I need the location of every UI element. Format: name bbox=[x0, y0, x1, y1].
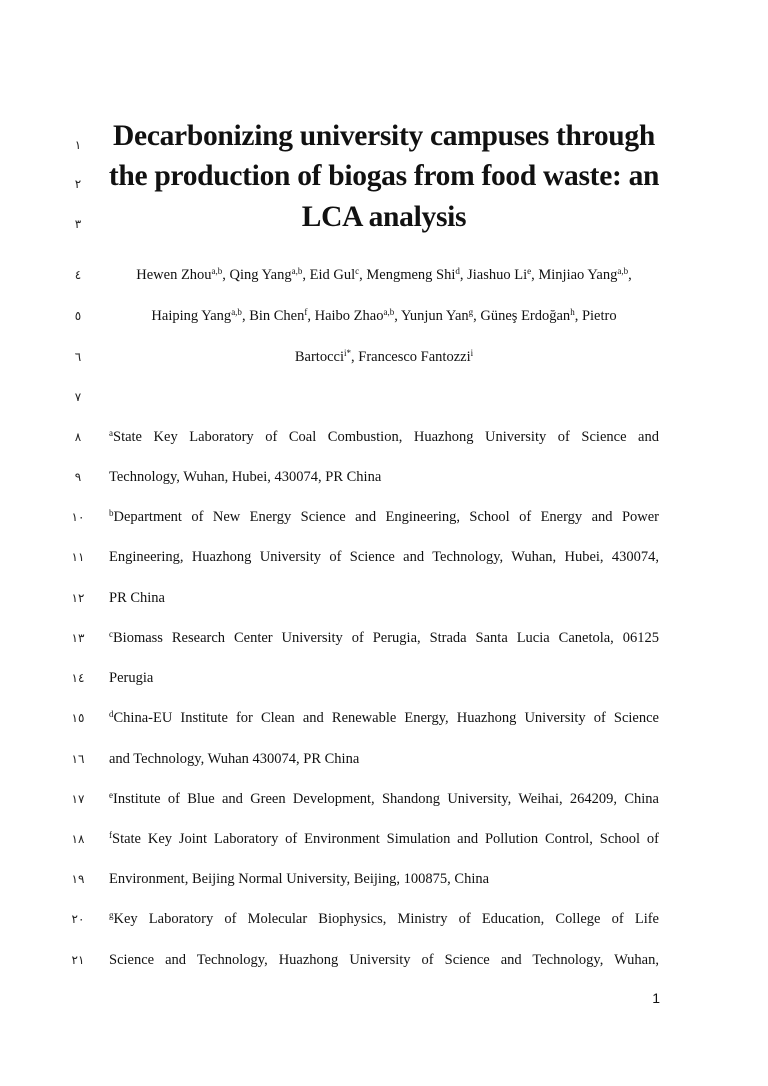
author-affiliation: a,b bbox=[231, 307, 242, 317]
separator: , bbox=[351, 349, 359, 365]
line-number: ٥ bbox=[74, 309, 82, 323]
separator: , bbox=[359, 267, 367, 283]
affiliation-text: China-EU Institute for Clean and Renewable Energy, Huazhong University of Science bbox=[113, 710, 659, 726]
separator: , bbox=[473, 308, 481, 324]
line-number: ٧ bbox=[74, 390, 82, 404]
affiliation-f bbox=[109, 831, 659, 848]
affiliation-d-cont: and Technology, Wuhan 430074, PR China bbox=[109, 751, 360, 767]
affiliation-g bbox=[109, 911, 659, 928]
line-number: ٩ bbox=[74, 470, 82, 484]
affiliation-g-cont: Science and Technology, Huazhong University of Science and Technology, Wuhan, bbox=[109, 952, 659, 968]
separator: , bbox=[307, 308, 315, 324]
author-name: Hewen Zhou bbox=[136, 267, 212, 283]
affiliation-d bbox=[109, 710, 659, 727]
author-affiliation: a,b bbox=[291, 266, 303, 276]
author-affiliation: a,b bbox=[211, 266, 223, 276]
line-number: ٢١ bbox=[71, 953, 85, 967]
line-number: ٢ bbox=[74, 177, 82, 191]
paper-title-line-2: the production of biogas from food waste: an bbox=[108, 160, 660, 192]
author-name: Pietro bbox=[581, 308, 617, 324]
affiliation-f-cont: Environment, Beijing Normal University, Beijing, 100875, China bbox=[109, 871, 490, 887]
line-number: ١٠ bbox=[71, 510, 85, 524]
author-name: Bin Chen bbox=[249, 308, 305, 324]
affiliation-marker: c bbox=[109, 629, 113, 639]
affiliation-marker: d bbox=[109, 709, 114, 719]
author-line-2 bbox=[100, 308, 668, 325]
line-number: ١٥ bbox=[71, 711, 85, 725]
paper-title-line-3: LCA analysis bbox=[301, 201, 467, 233]
affiliation-text: Institute of Blue and Green Development, Shandong University, Weihai, 264209, China bbox=[113, 791, 659, 807]
affiliation-text: Biomass Research Center University of Perugia, Strada Santa Lucia Canetola, 06125 bbox=[113, 630, 659, 646]
separator: , bbox=[628, 267, 632, 283]
line-number: ١٧ bbox=[71, 792, 85, 806]
separator: , bbox=[459, 267, 468, 283]
author-name: Güneş Erdoğan bbox=[480, 308, 571, 324]
separator: , bbox=[222, 267, 230, 283]
line-number: ١١ bbox=[71, 550, 85, 564]
author-affiliation: g bbox=[468, 307, 474, 317]
line-number: ١٦ bbox=[71, 752, 85, 766]
separator: , bbox=[531, 267, 539, 283]
line-number: ١٩ bbox=[71, 872, 85, 886]
author-name: Minjiao Yang bbox=[538, 267, 618, 283]
affiliation-b-cont: PR China bbox=[109, 590, 165, 606]
affiliation-a bbox=[109, 429, 659, 446]
affiliation-text: State Key Laboratory of Coal Combustion, Huazhong University of Science and bbox=[113, 429, 659, 445]
affiliation-e bbox=[109, 791, 659, 808]
author-line-1 bbox=[100, 267, 668, 284]
affiliation-b bbox=[109, 509, 659, 526]
author-name: Bartocci bbox=[294, 349, 344, 365]
author-affiliation: f bbox=[304, 307, 308, 317]
affiliation-marker: f bbox=[109, 830, 112, 840]
author-affiliation: c bbox=[355, 266, 360, 276]
line-number: ٣ bbox=[74, 217, 82, 231]
author-name: Jiashuo Li bbox=[467, 267, 528, 283]
author-affiliation: d bbox=[455, 266, 460, 276]
paper-title-line-1: Decarbonizing university campuses through bbox=[113, 120, 655, 152]
author-name: Mengmeng Shi bbox=[366, 267, 456, 283]
line-number: ١٢ bbox=[71, 591, 85, 605]
author-name: Qing Yang bbox=[229, 267, 292, 283]
author-affiliation: h bbox=[570, 307, 575, 317]
line-number: ٨ bbox=[74, 430, 82, 444]
affiliation-c-cont: Perugia bbox=[109, 670, 154, 686]
separator: , bbox=[574, 308, 582, 324]
separator: , bbox=[394, 308, 401, 324]
author-name: Eid Gul bbox=[309, 267, 356, 283]
affiliation-text: Key Laboratory of Molecular Biophysics, Ministry of Education, College of Life bbox=[113, 911, 659, 927]
author-affiliation: a,b bbox=[617, 266, 629, 276]
line-number: ١ bbox=[74, 138, 82, 152]
affiliation-text: State Key Joint Laboratory of Environment Simulation and Pollution Control, School of bbox=[112, 831, 659, 847]
affiliation-a-cont: Technology, Wuhan, Hubei, 430074, PR China bbox=[109, 469, 382, 485]
affiliation-marker: g bbox=[109, 910, 114, 920]
page-number: 1 bbox=[652, 990, 660, 1006]
author-name: Haibo Zhao bbox=[314, 308, 384, 324]
author-affiliation: a,b bbox=[383, 307, 395, 317]
author-affiliation: e bbox=[527, 266, 532, 276]
affiliation-c bbox=[109, 630, 659, 647]
line-number: ٤ bbox=[74, 268, 82, 282]
separator: , bbox=[241, 308, 250, 324]
author-name: Haiping Yang bbox=[151, 308, 232, 324]
author-name: Francesco Fantozzi bbox=[358, 349, 471, 365]
line-number: ٦ bbox=[74, 350, 82, 364]
affiliation-marker: e bbox=[109, 790, 113, 800]
line-number: ١٤ bbox=[71, 671, 85, 685]
affiliation-b-cont: Engineering, Huazhong University of Science and Technology, Wuhan, Hubei, 430074, bbox=[109, 549, 659, 565]
line-number: ٢٠ bbox=[71, 912, 85, 926]
author-name: Yunjun Yan bbox=[400, 308, 469, 324]
affiliation-text: Department of New Energy Science and Engineering, School of Energy and Power bbox=[113, 509, 659, 525]
line-number: ١٣ bbox=[71, 631, 85, 645]
separator: , bbox=[302, 267, 310, 283]
line-number: ١٨ bbox=[71, 832, 85, 846]
affiliation-marker: b bbox=[109, 508, 114, 518]
affiliation-marker: a bbox=[109, 428, 113, 438]
author-affiliation: i bbox=[470, 348, 474, 358]
author-affiliation: i* bbox=[344, 348, 352, 358]
author-line-3 bbox=[100, 349, 668, 366]
